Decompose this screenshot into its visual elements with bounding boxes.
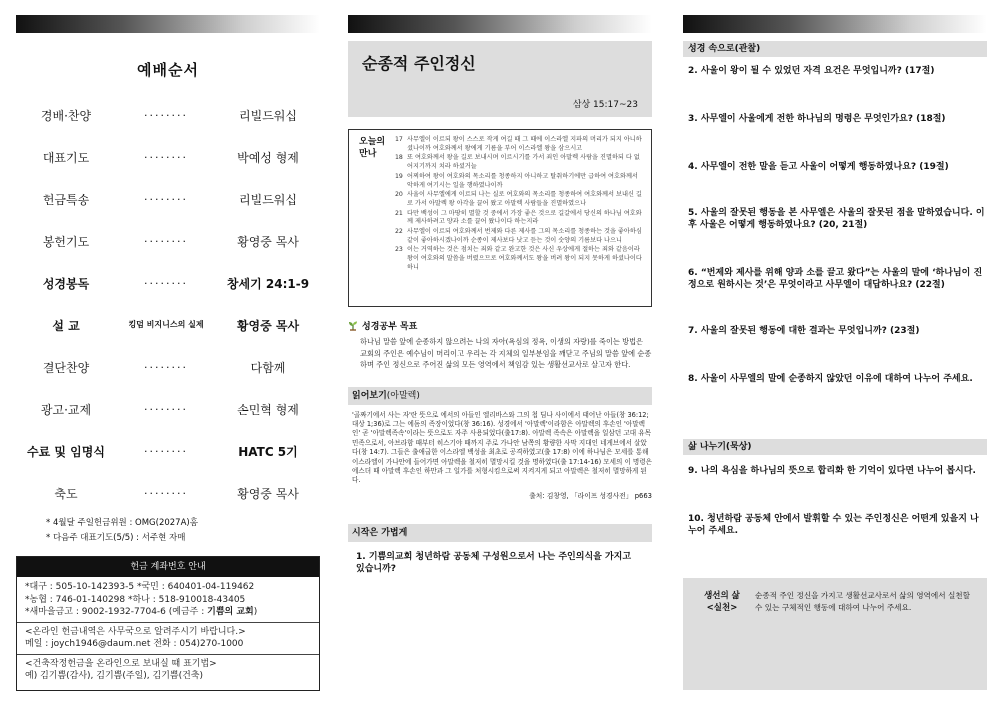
worship-column bbox=[16, 0, 320, 707]
worship-order-row bbox=[16, 262, 320, 304]
sermon-title-small: 킹덤 비지니스의 실제 bbox=[128, 320, 204, 329]
todays-manna-label: 오늘의 만나 bbox=[359, 137, 386, 159]
order-item-value: 리빌드워십 bbox=[239, 108, 297, 123]
verse bbox=[395, 136, 645, 153]
question-3: 3. 사무엘이 사울에게 전한 하나님의 명령은 무엇인가요? (18절) bbox=[688, 114, 946, 124]
practice-label-line-1: 생선의 삶 bbox=[704, 591, 740, 601]
sermon-column bbox=[348, 0, 652, 707]
verse bbox=[395, 246, 645, 272]
order-item-label: 결단찬양 bbox=[42, 360, 90, 375]
verse-number: 23 bbox=[395, 246, 403, 254]
verse-text: 다만 백성이 그 마땅히 멸할 것 중에서 가장 좋은 것으로 길갈에서 당신의 하나님 여호와께 제사하려고 양과 소를 끌어 왔나이다 하는지라 bbox=[407, 209, 642, 226]
scripture-reference: 삼상 15:17~23 bbox=[572, 100, 638, 110]
order-dots: ········ bbox=[144, 234, 188, 248]
worship-order-row bbox=[16, 346, 320, 388]
order-item-value: 박예성 형제 bbox=[237, 150, 299, 165]
order-item-label: 봉헌기도 bbox=[42, 234, 90, 249]
verse bbox=[395, 210, 645, 227]
order-dots: ········ bbox=[144, 276, 188, 290]
bank-account-body bbox=[17, 577, 319, 687]
verse-number: 20 bbox=[395, 191, 403, 199]
question-10: 10. 청년하람 공동체 안에서 발휘할 수 있는 주인정신은 어떤게 있을지 나누어 주세요. bbox=[688, 514, 979, 536]
order-dots: ········ bbox=[144, 402, 188, 416]
verse-text: 또 여호와께서 왕을 길로 보내시며 이르시기를 가서 죄인 아말렉 사람을 진멸하되 다 없어지기까지 치라 하셨거늘 bbox=[407, 154, 640, 171]
verse-number: 22 bbox=[395, 228, 403, 236]
building-offering-example: 예) 김기쁨(감사), 김기쁨(주일), 김기쁨(건축) bbox=[25, 671, 203, 681]
verse bbox=[395, 228, 645, 245]
online-offering-title: <온라인 헌금내역은 사무국으로 알려주시기 바랍니다.> bbox=[25, 626, 246, 637]
order-item-label: 설 교 bbox=[52, 318, 80, 333]
order-dots: ········ bbox=[144, 360, 188, 374]
order-item-value: 리빌드워십 bbox=[239, 192, 297, 207]
order-item-value: 창세기 24:1-9 bbox=[226, 276, 310, 291]
verse-number: 17 bbox=[395, 136, 403, 143]
worship-order-title: 예배순서 bbox=[137, 61, 199, 79]
order-item-label: 성경봉독 bbox=[42, 276, 90, 291]
worship-order-row bbox=[16, 388, 320, 430]
worship-notes bbox=[46, 516, 320, 546]
order-item-value: 황영중 목사 bbox=[237, 234, 299, 249]
order-item-label: 축도 bbox=[54, 486, 78, 501]
practice-box bbox=[683, 578, 987, 690]
order-item-label: 대표기도 bbox=[42, 150, 90, 165]
verse bbox=[395, 154, 645, 171]
verse-number: 19 bbox=[395, 172, 403, 180]
bank-line-3-prefix: *새마을금고 : 9002-1932-7704-6 (예금주 : bbox=[25, 607, 208, 617]
sermon-title-box bbox=[348, 41, 652, 117]
order-item-value: 황영중 목사 bbox=[236, 318, 300, 333]
observation-heading: 성경 속으로(관찰) bbox=[683, 41, 987, 57]
reading-source: 출처: 김창영, 「라이프 성경사전」 p663 bbox=[529, 491, 652, 500]
question-7: 7. 사울의 잘못된 행동에 대한 결과는 무엇입니까? (23절) bbox=[688, 326, 920, 336]
worship-order-row bbox=[16, 430, 320, 472]
question-9: 9. 나의 욕심을 하나님의 뜻으로 합리화 한 기억이 있다면 나누어 봅시다. bbox=[688, 466, 976, 476]
practice-label-line-2: <실천> bbox=[706, 603, 738, 613]
bank-account-owner: 기쁨의 교회 bbox=[207, 607, 254, 617]
order-item-value: 다함께 bbox=[250, 360, 286, 375]
question-8: 8. 사울이 사무엘의 말에 순종하지 않았던 이유에 대하여 나누어 주세요. bbox=[688, 374, 973, 384]
question-2: 2. 사울이 왕이 될 수 있었던 자격 요건은 무엇입니까? (17절) bbox=[688, 66, 935, 76]
bank-divider bbox=[17, 622, 319, 623]
verse-text: 어찌하여 왕이 여호와의 목소리를 청종하지 아니하고 탈취하기에만 급하여 여호와께서 악하게 여기시는 일을 행하였나이까 bbox=[407, 172, 638, 189]
reading-text: '골짜기에서 사는 자'란 뜻으로 에서의 아들인 엘리바스와 그의 첩 딤나 사이에서 태어난 아들(창 36:12; 대상 1;36)로 그는 에돔의 족장이었다(창 36:16). 성경에서 '아말렉'이라함은 아말렉의 후손인 '아말렉인' 곧 '아말렉족속'이라는 뜻으로도 자주 사용되었다(출17:8). 아말렉 족속은 아말렉을 일삼던 고대 유목 민족으로서, 아브라함 때부터 히스기야 때까지 주로 가나안 남쪽의 황량한 사막 지대인 네게브에서 살았다(창 14:7). 그들은 출애굽한 이스라엘 백성을 최초로 공격하였고(출 17:8) 이에 하나님은 모세를 통해 이스라엘이 가나안에 들어가면 아말렉을 철저히 멸망시킬 것을 명하였다(출 17:14-16) 모세의 이 명령은 에스더 때 아말렉 후손인 하만과 그 일가를 처형시킴으로써 지켜지게 되고 아말렉은 철저히 멸망하게 된다. bbox=[352, 410, 653, 485]
verse bbox=[395, 173, 645, 190]
order-item-value: 황영중 목사 bbox=[237, 486, 299, 501]
warmup-heading: 시작은 가볍게 bbox=[348, 524, 652, 542]
study-goal-title: 성경공부 목표 bbox=[362, 322, 418, 332]
note-next-prayer: * 다음주 대표기도(5/5) : 서주현 자매 bbox=[46, 533, 186, 543]
reading-heading bbox=[348, 387, 652, 405]
study-goal-heading bbox=[348, 319, 652, 332]
worship-order-list bbox=[16, 94, 320, 514]
bank-divider bbox=[17, 654, 319, 655]
order-dots: ········ bbox=[144, 108, 188, 122]
worship-order-row bbox=[16, 472, 320, 514]
bank-line-3 bbox=[25, 606, 311, 619]
verse-number: 21 bbox=[395, 209, 403, 217]
question-5: 5. 사울의 잘못된 행동을 본 사무엘은 사울의 잘못된 점을 말하였습니다. 이후 사울은 어떻게 행동하였나요? (20, 21절) bbox=[688, 208, 985, 230]
verse-list bbox=[395, 136, 645, 300]
practice-text: 순종적 주인 정신을 가지고 생활선교사로서 삶의 영역에서 실천할 수 있는 구체적인 행동에 대하여 나누어 주세요. bbox=[755, 591, 970, 612]
worship-order-row bbox=[16, 220, 320, 262]
worship-order-row bbox=[16, 304, 320, 346]
order-dots: ········ bbox=[144, 150, 188, 164]
verse-text: 사무엘이 이르되 여호와께서 번제와 다른 제사를 그의 목소리를 청종하는 것을 좋아하심 같이 좋아하시겠나이까 순종이 제사보다 낫고 듣는 것이 숫양의 기름보다 나으니 bbox=[407, 228, 642, 244]
reading-subtitle: (아말렉) bbox=[386, 390, 420, 401]
verse-text: 사울이 사무엘에게 이르되 나는 실로 여호와의 목소리를 청종하여 여호와께서 보내신 길로 가서 아말렉 왕 아각을 끌어 왔고 아말렉 사람들을 진멸하였으나 bbox=[407, 191, 642, 207]
verse bbox=[395, 191, 645, 208]
todays-manna-box bbox=[348, 129, 652, 307]
header-gradient-bar bbox=[683, 15, 987, 33]
warmup-question: 1. 기쁨의교회 청년하람 공동체 구성원으로서 나는 주인의식을 가지고 있습니까? bbox=[356, 551, 632, 574]
bank-account-title: 헌금 계좌번호 안내 bbox=[17, 557, 319, 577]
order-item-label: 광고·교제 bbox=[40, 402, 92, 417]
bank-line-2: *농협 : 746-01-140298 *하나 : 518-910018-43405 bbox=[25, 594, 246, 605]
worship-order-row bbox=[16, 94, 320, 136]
header-gradient-bar bbox=[16, 15, 320, 33]
online-offering-contact: 메일 : joych1946@daum.net 전화 : 054)270-1000 bbox=[25, 639, 244, 649]
worship-order-row bbox=[16, 136, 320, 178]
question-6: 6. “번제와 제사를 위해 양과 소를 끌고 왔다”는 사울의 말에 ‘하나님이 진정으로 원하시는 것’은 무엇이라고 사무엘이 대답하나요? (22절) bbox=[688, 268, 983, 290]
study-goal-text: 하나님 말씀 앞에 순종하지 않으려는 나의 자아(욕심의 정욕, 이생의 자랑)를 죽이는 방법은 교회의 주인은 예수님이 머리이고 우리는 각 지체의 일부분임을 깨닫고 주님의 말씀 앞에 순종하며 주인 정신으로 주어진 삶의 모든 영역에서 책임감 있는 생활선교사로 살고자 한다. bbox=[360, 337, 652, 369]
note-offering-team: * 4월달 주일헌금위원 : OMG(2027A)홈 bbox=[46, 518, 198, 528]
order-item-value: 손민혁 형제 bbox=[237, 402, 299, 417]
practice-label bbox=[693, 590, 751, 678]
reading-title: 읽어보기 bbox=[352, 390, 387, 401]
sharing-heading: 삶 나누기(묵상) bbox=[683, 439, 987, 455]
header-gradient-bar bbox=[348, 15, 652, 33]
verse-number: 18 bbox=[395, 154, 403, 162]
order-item-label: 헌금특송 bbox=[42, 192, 90, 207]
worship-order-row bbox=[16, 178, 320, 220]
bank-account-box bbox=[16, 556, 320, 691]
sermon-title: 순종적 주인정신 bbox=[362, 54, 476, 73]
bank-line-1: *대구 : 505-10-142393-5 *국민 : 640401-04-119462 bbox=[25, 582, 255, 592]
verse-text: 사무엘이 이르되 왕이 스스로 작게 여길 때 그 때에 이스라엘 지파의 머리가 되지 아니하셨나이까 여호와께서 왕에게 기름을 부어 이스라엘 왕을 삼으시고 bbox=[407, 136, 642, 152]
order-dots: ········ bbox=[144, 444, 188, 458]
building-offering-title: <건축작정헌금을 온라인으로 보내실 때 표기법> bbox=[25, 658, 217, 669]
order-dots: ········ bbox=[144, 486, 188, 500]
question-4: 4. 사무엘이 전한 말을 듣고 사울이 어떻게 행동하였나요? (19절) bbox=[688, 162, 949, 172]
order-item-value: HATC 5기 bbox=[238, 444, 298, 459]
verse-text: 이는 거역하는 것은 점치는 죄와 같고 완고한 것은 사신 우상에게 절하는 죄와 같음이라 왕이 여호와의 말씀을 버렸으므로 여호와께서도 왕을 버려 왕이 되지 못하게 하셨나이다 하니 bbox=[407, 246, 642, 271]
order-dots: ········ bbox=[144, 192, 188, 206]
study-column bbox=[683, 0, 987, 707]
order-item-label: 수료 및 임명식 bbox=[27, 444, 105, 459]
bank-line-3-suffix: ) bbox=[253, 607, 258, 617]
plant-icon bbox=[348, 321, 358, 331]
order-item-label: 경배·찬양 bbox=[40, 108, 92, 123]
